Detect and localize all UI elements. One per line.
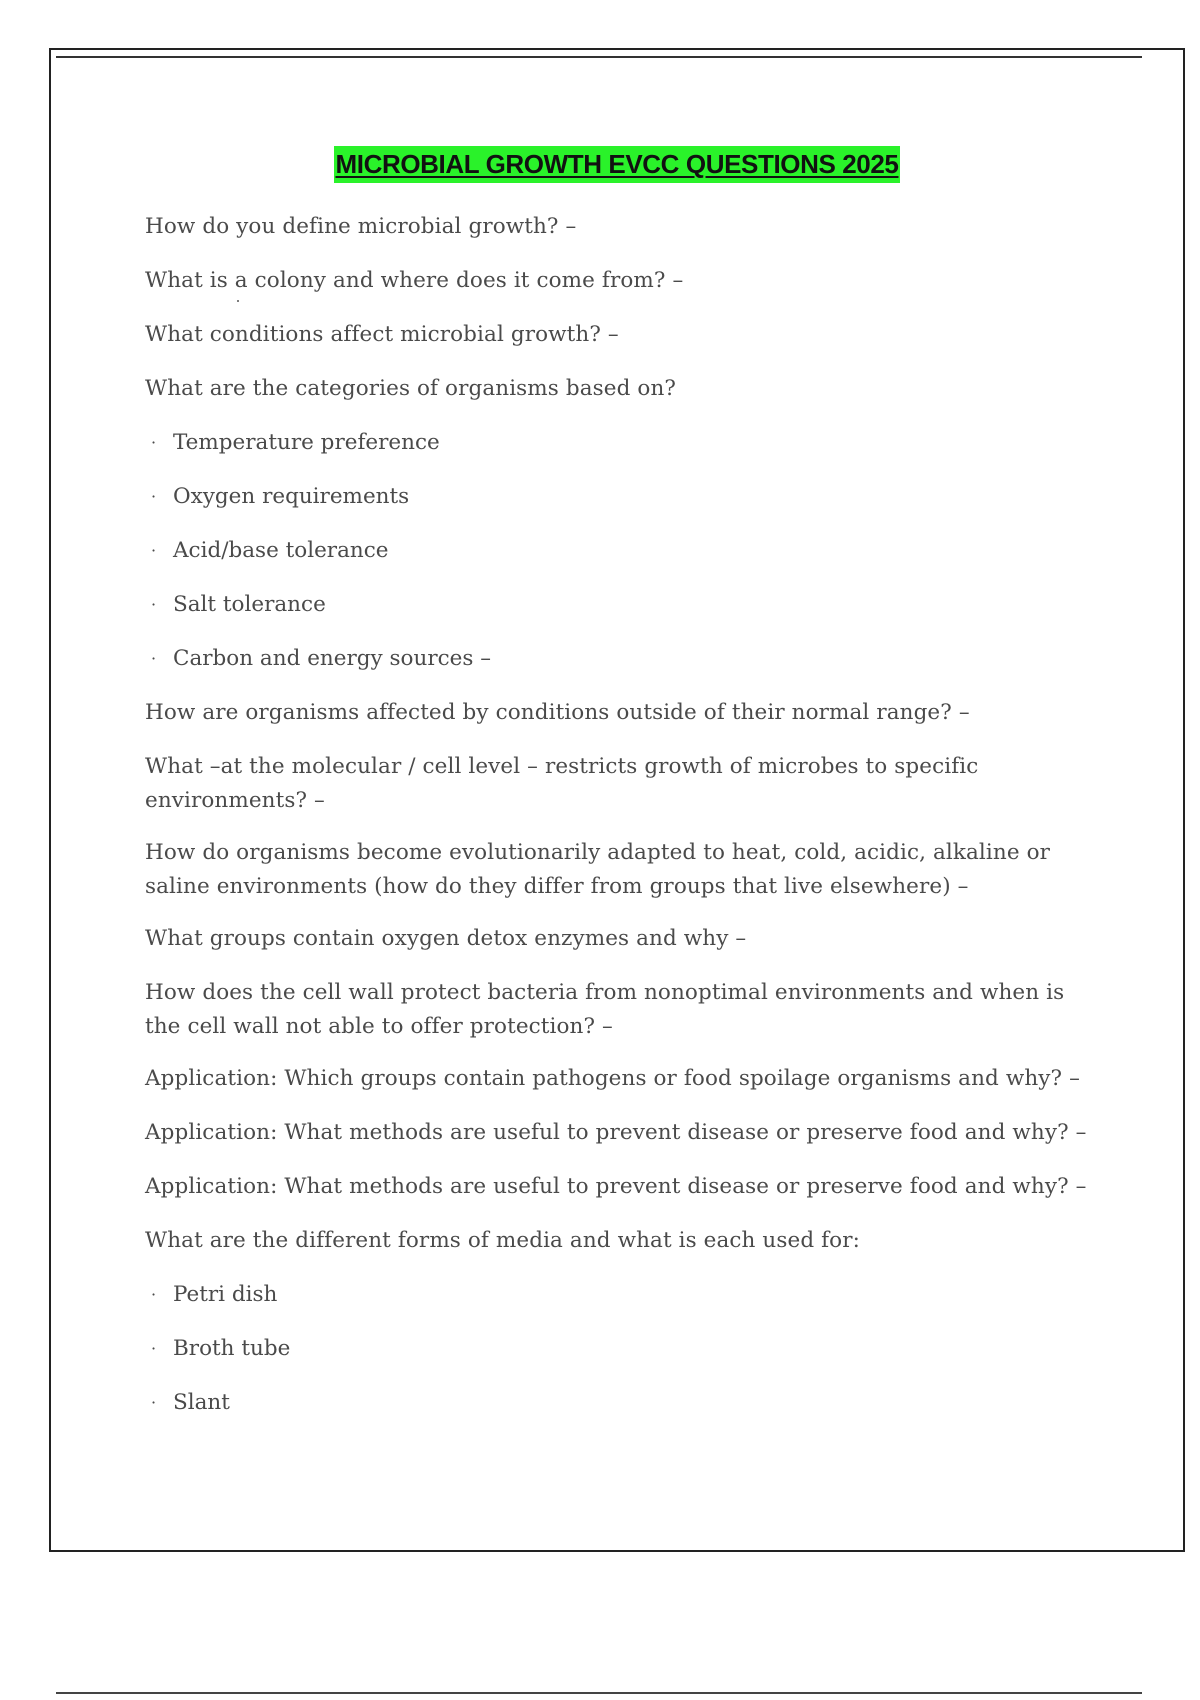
bottom-rule [56, 1692, 1142, 1694]
question: What –at the molecular / cell level – restricts growth of microbes to specific environments? – [145, 754, 979, 813]
bullet-dot-icon: · [151, 595, 157, 614]
bullet-dot-icon: · [151, 1285, 157, 1304]
bullet-dot-icon: · [151, 1339, 157, 1358]
question: What groups contain oxygen detox enzymes and why – [145, 926, 747, 951]
question: Application: What methods are useful to prevent disease or preserve food and why? – [145, 1174, 1087, 1199]
bullet-dot-icon: · [151, 541, 157, 560]
bullet-text: Temperature preference [173, 430, 440, 455]
question: How does the cell wall protect bacteria from nonoptimal environments and when is the cell wall not able to offer protection? – [145, 980, 1065, 1039]
bullet-dot-icon: · [151, 649, 157, 668]
document-title: MICROBIAL GROWTH EVCC QUESTIONS 2025 [334, 146, 901, 183]
bullet-text: Carbon and energy sources – [173, 646, 491, 671]
question: What conditions affect microbial growth? – [145, 322, 619, 347]
bullet-dot-icon: · [151, 487, 157, 506]
bullet-dot-icon: · [151, 1393, 157, 1412]
question: How are organisms affected by conditions outside of their normal range? – [145, 700, 970, 725]
question: What is a colony and where does it come from? – [145, 268, 684, 293]
question-list [145, 210, 1095, 1440]
question: How do organisms become evolutionarily adapted to heat, cold, acidic, alkaline or saline environments (how do they differ from groups that live elsewhere) – [145, 840, 1051, 899]
title-container [0, 146, 1200, 183]
bullet-text: Slant [173, 1390, 230, 1415]
bullet-dot-icon: · [151, 433, 157, 452]
question: How do you define microbial growth? – [145, 214, 577, 239]
bullet-text: Broth tube [173, 1336, 291, 1361]
media-bullet [151, 1278, 1095, 1312]
category-bullet [151, 426, 1095, 460]
question: What are the categories of organisms based on? [145, 376, 677, 401]
question: What are the different forms of media and what is each used for: [145, 1228, 860, 1253]
top-rule [56, 56, 1142, 58]
category-bullet [151, 642, 1095, 676]
media-bullet [151, 1386, 1095, 1420]
question: Application: Which groups contain pathogens or food spoilage organisms and why? – [145, 1066, 1080, 1091]
bullet-text: Acid/base tolerance [173, 538, 389, 563]
bullet-text: Salt tolerance [173, 592, 326, 617]
bullet-text: Petri dish [173, 1282, 278, 1307]
category-bullet [151, 534, 1095, 568]
category-bullet [151, 588, 1095, 622]
question: Application: What methods are useful to prevent disease or preserve food and why? – [145, 1120, 1087, 1145]
bullet-text: Oxygen requirements [173, 484, 410, 509]
category-bullet [151, 480, 1095, 514]
media-bullet [151, 1332, 1095, 1366]
